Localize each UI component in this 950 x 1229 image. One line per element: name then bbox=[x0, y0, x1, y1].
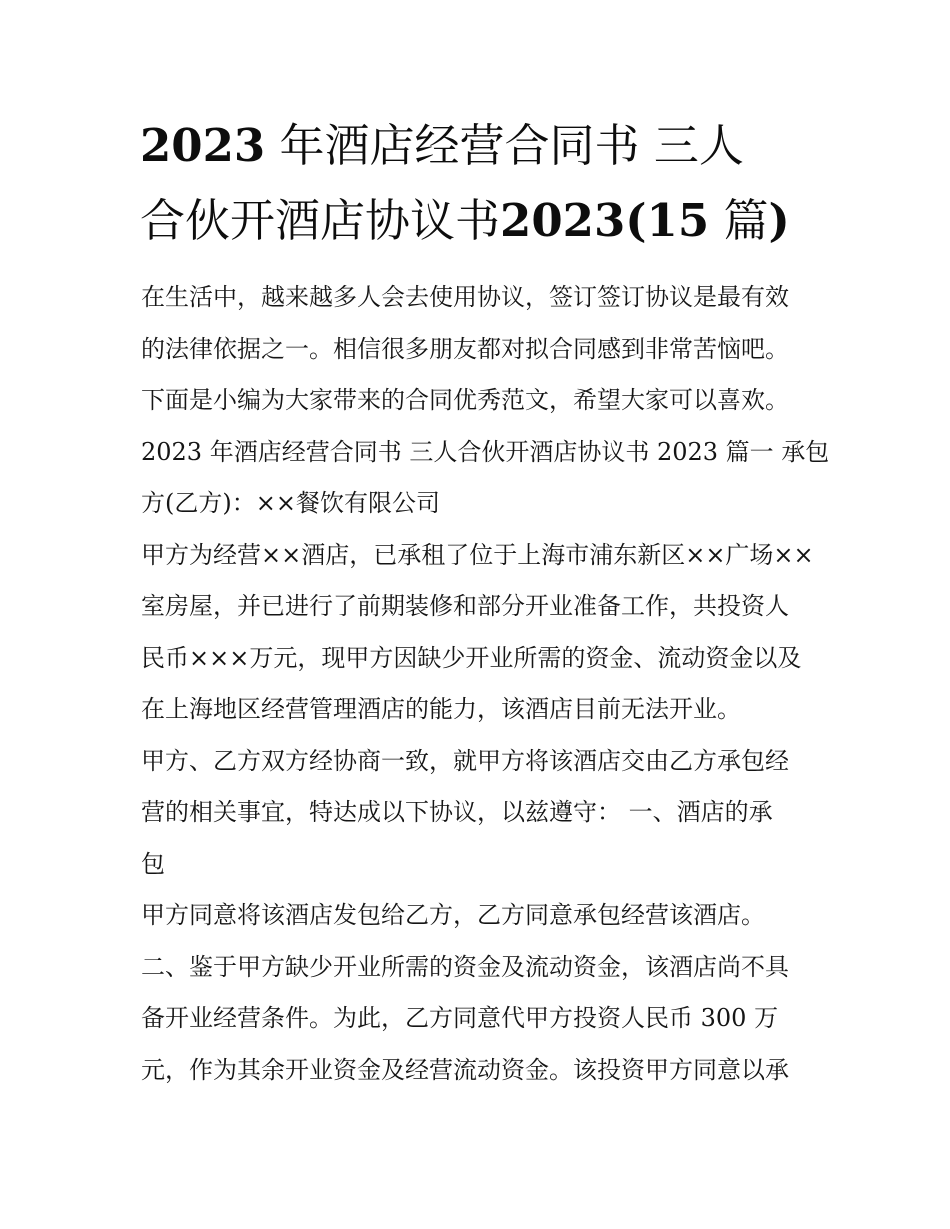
body-line: 营的相关事宜，特达成以下协议，以兹遵守： 一、酒店的承 bbox=[141, 798, 773, 826]
body-line: 元，作为其余开业资金及经营流动资金。该投资甲方同意以承 bbox=[141, 1055, 789, 1084]
title-line-2 bbox=[140, 188, 840, 254]
title-segment: 合伙开酒店协议书 bbox=[140, 194, 501, 247]
body-line: 方(乙方)：××餐饮有限公司 bbox=[141, 489, 440, 517]
body-line: 室房屋，并已进行了前期装修和部分开业准备工作，共投资人 bbox=[141, 592, 789, 620]
body-line: 的法律依据之一。相信很多朋友都对拟合同感到非常苦恼吧。 bbox=[141, 334, 789, 363]
document-body bbox=[141, 280, 830, 1104]
body-line: 包 bbox=[141, 849, 165, 878]
body-line: 在上海地区经营管理酒店的能力，该酒店目前无法开业。 bbox=[141, 695, 741, 723]
body-line: 甲方为经营××酒店，已承租了位于上海市浦东新区××广场×× bbox=[141, 540, 814, 569]
title-segment: ) bbox=[768, 194, 790, 247]
body-line: 二、鉴于甲方缺少开业所需的资金及流动资金，该酒店尚不具 bbox=[141, 952, 789, 981]
body-line: 甲方同意将该酒店发包给乙方，乙方同意承包经营该酒店。 bbox=[141, 901, 765, 929]
body-line: 下面是小编为大家带来的合同优秀范文，希望大家可以喜欢。 bbox=[141, 386, 789, 414]
title-line-1 bbox=[140, 113, 840, 179]
title-segment: 2023(15 bbox=[500, 194, 710, 247]
body-line: 甲方、乙方双方经协商一致，就甲方将该酒店交由乙方承包经 bbox=[141, 746, 789, 775]
title-segment: 2023 bbox=[140, 119, 266, 172]
body-line: 民币×××万元，现甲方因缺少开业所需的资金、流动资金以及 bbox=[141, 643, 802, 672]
body-line: 2023 年酒店经营合同书 三人合伙开酒店协议书 2023 篇一 承包 bbox=[141, 437, 830, 466]
body-line: 备开业经营条件。为此，乙方同意代甲方投资人民币 300 万 bbox=[141, 1004, 779, 1032]
body-line: 在生活中，越来越多人会去使用协议，签订签订协议是最有效 bbox=[141, 283, 789, 311]
title-segment: 篇 bbox=[709, 194, 769, 247]
title-segment: 年酒店经营合同书 三人 bbox=[265, 119, 744, 172]
